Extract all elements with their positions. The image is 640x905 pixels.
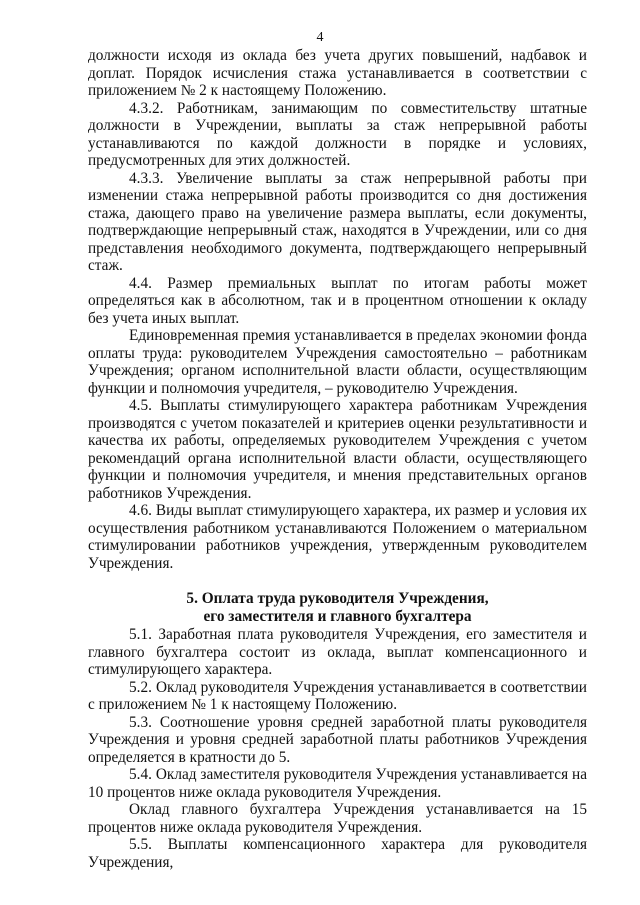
paragraph: 5.2. Оклад руководителя Учреждения устанавливается в соответствии с приложением № 1 к настоящему Положению. xyxy=(88,678,587,713)
section-heading xyxy=(88,590,587,626)
paragraph: 5.1. Заработная плата руководителя Учреждения, его заместителя и главного бухгалтера состоит из оклада, выплат компенсационного и стимулирующего характера. xyxy=(88,626,587,678)
paragraph: должности исходя из оклада без учета других повышений, надбавок и доплат. Порядок исчисления стажа устанавливается в соответствии с приложением № 2 к настоящему Положению. xyxy=(88,47,587,99)
paragraph: 4.4. Размер премиальных выплат по итогам работы может определяться как в абсолютном, так и в процентном отношении к окладу без учета иных выплат. xyxy=(88,274,587,327)
section-heading-line: его заместителя и главного бухгалтера xyxy=(203,608,472,625)
paragraph: Оклад главного бухгалтера Учреждения устанавливается на 15 процентов ниже оклада руководителя Учреждения. xyxy=(88,801,587,836)
paragraph: 4.6. Виды выплат стимулирующего характера, их размер и условия их осуществления работником устанавливаются Положением о материальном стимулировании работников учреждения, утвержденным руководителем Учреждения. xyxy=(88,502,587,572)
paragraph: 5.3. Соотношение уровня средней заработной платы руководителя Учреждения и уровня средней заработной платы работников Учреждения определяется в кратности до 5. xyxy=(88,713,587,766)
paragraph: Единовременная премия устанавливается в пределах экономии фонда оплаты труда: руководителем Учреждения самостоятельно – работникам Учреждения; органом исполнительной власти области, осуществляющим функции и полномочия учредителя, – руководителю Учреждения. xyxy=(88,327,587,397)
document-body xyxy=(88,47,587,871)
paragraph: 5.5. Выплаты компенсационного характера для руководителя Учреждения, xyxy=(88,836,587,871)
section-heading-line: 5. Оплата труда руководителя Учреждения, xyxy=(186,590,489,607)
paragraph: 5.4. Оклад заместителя руководителя Учреждения устанавливается на 10 процентов ниже оклада руководителя Учреждения. xyxy=(88,766,587,801)
page-number: 4 xyxy=(316,30,324,45)
paragraph: 4.3.3. Увеличение выплаты за стаж непрерывной работы при изменении стажа непрерывной работы производится со дня достижения стажа, дающего право на увеличение размера выплаты, если документы, подтверждающие непрерывный стаж, находятся в Учреждении, или со дня представления необходимого документа, подтверждающего непрерывный стаж. xyxy=(88,169,587,274)
paragraph: 4.5. Выплаты стимулирующего характера работникам Учреждения производятся с учетом показателей и критериев оценки результативности и качества их работы, определяемых руководителем Учреждения с учетом рекомендаций органа исполнительной власти области, осуществляющего функции и полномочия учредителя, и мнения представительных органов работников Учреждения. xyxy=(88,397,587,502)
paragraph: 4.3.2. Работникам, занимающим по совместительству штатные должности в Учреждении, выплаты за стаж непрерывной работы устанавливаются по каждой должности в порядке и условиях, предусмотренных для этих должностей. xyxy=(88,99,587,169)
